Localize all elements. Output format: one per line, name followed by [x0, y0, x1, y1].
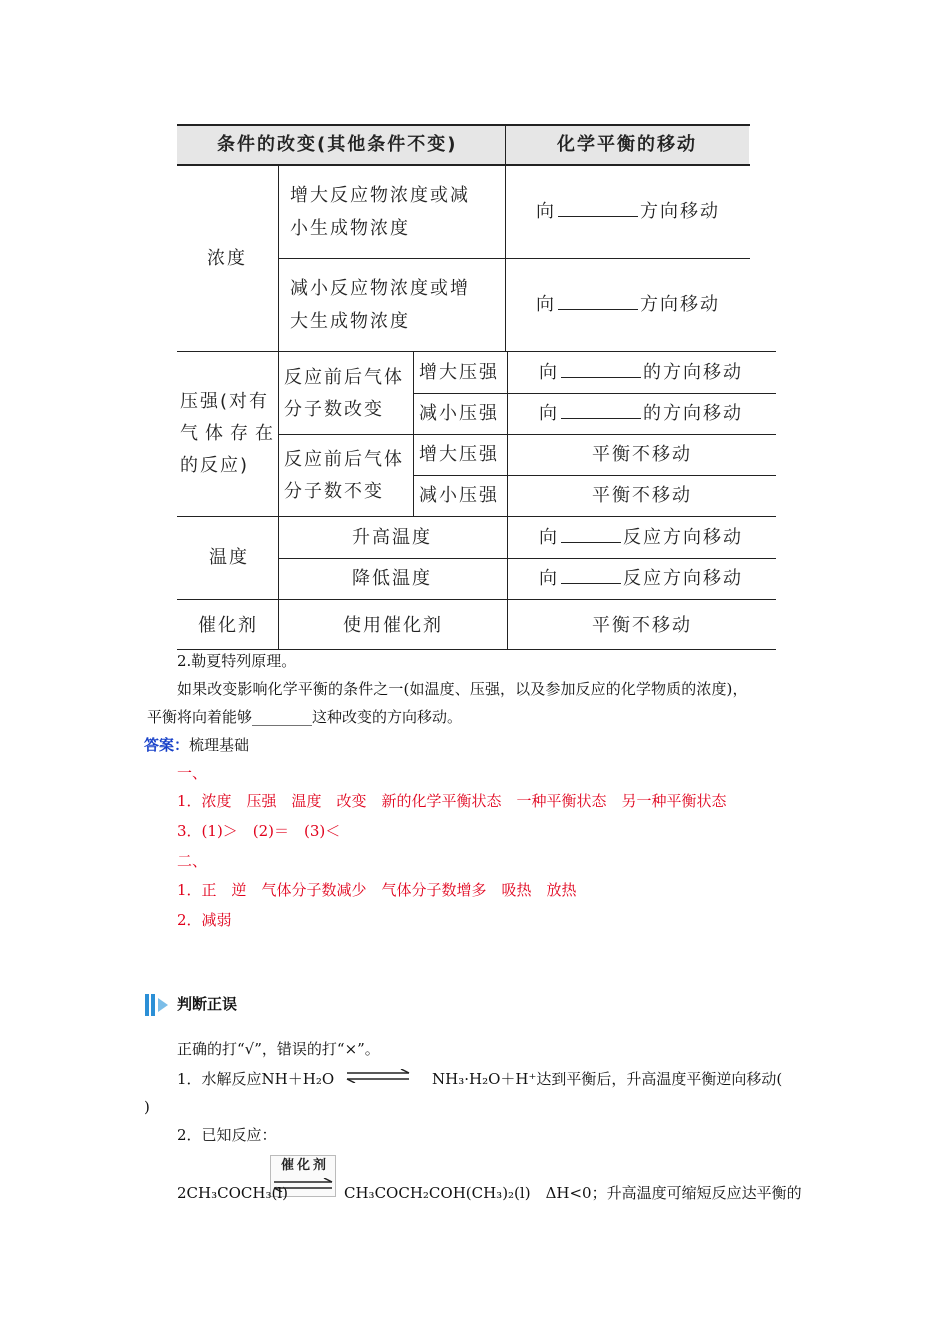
shift-suffix: 反应方向移动	[623, 568, 743, 589]
answer-part1-line1: 1．浓度 压强 温度 改变 新的化学平衡状态 一种平衡状态 另一种平衡状态	[177, 792, 727, 810]
section-title: 判断正误	[177, 995, 238, 1013]
molecule-count-change-line1: 反应前后气体	[284, 367, 404, 388]
table-header-shift: 化学平衡的移动	[557, 134, 697, 155]
shift-suffix: 反应方向移动	[623, 527, 743, 548]
shift-prefix: 向	[536, 201, 556, 222]
increase-pressure-shift	[539, 357, 743, 389]
pressure-label-line1: 压强(对有	[180, 391, 270, 412]
question-2-heading: 2．已知反应：	[177, 1126, 277, 1144]
concentration-label: 浓度	[207, 248, 247, 269]
fill-blank	[558, 198, 638, 217]
table-rule	[177, 164, 750, 166]
concentration-decrease-line1: 减小反应物浓度或增	[290, 278, 470, 299]
catalyst-arrow-label: 催化剂	[281, 1158, 330, 1173]
shift-prefix: 向	[539, 362, 559, 383]
principle-line2	[147, 706, 462, 728]
section-bar	[145, 994, 149, 1016]
decrease-pressure-shift	[539, 398, 743, 430]
question-2-reactant: 2CH₃COCH₃(l)	[177, 1184, 288, 1202]
raise-temperature-shift	[539, 522, 743, 554]
fill-blank	[561, 400, 641, 419]
answer-part1-line2: 3．(1)＞ (2)＝ (3)＜	[177, 822, 341, 840]
concentration-decrease-line2: 大生成物浓度	[290, 311, 410, 332]
fill-blank	[558, 291, 638, 310]
table-rule	[413, 352, 414, 517]
fill-blank	[561, 524, 621, 543]
shift-prefix: 向	[539, 403, 559, 424]
shift-suffix: 方向移动	[640, 201, 720, 222]
concentration-increase-line2: 小生成物浓度	[290, 218, 410, 239]
answer-part2-line1: 1．正 逆 气体分子数减少 气体分子数增多 吸热 放热	[177, 881, 577, 899]
answer-section-title: 梳理基础	[189, 736, 250, 754]
table-rule	[177, 124, 750, 126]
concentration-increase-line1: 增大反应物浓度或减	[290, 185, 470, 206]
pressure-label-line2: 气体存在	[180, 423, 280, 444]
principle-line1: 如果改变影响化学平衡的条件之一(如温度、压强，以及参加反应的化学物质的浓度)，	[177, 680, 748, 698]
principle-heading: 2.勒夏特列原理。	[177, 652, 297, 670]
table-rule	[278, 166, 279, 650]
pressure-label-line3: 的反应)	[180, 455, 250, 476]
fill-blank	[561, 359, 641, 378]
decrease-pressure-1: 减小压强	[419, 403, 499, 424]
answer-part2-line2: 2．减弱	[177, 911, 232, 929]
use-catalyst: 使用催化剂	[343, 615, 443, 636]
catalyst-label: 催化剂	[198, 615, 258, 636]
table-header-condition: 条件的改变(其他条件不变)	[217, 134, 458, 155]
equilibrium-arrow-icon	[345, 1069, 411, 1083]
decrease-pressure-2: 减小压强	[419, 485, 499, 506]
answer-title	[144, 734, 249, 756]
table-rule	[505, 166, 506, 352]
table-rule	[177, 351, 776, 352]
table-rule	[278, 558, 776, 559]
catalyst-no-shift: 平衡不移动	[592, 615, 692, 636]
table-rule	[507, 352, 508, 650]
table-rule	[177, 516, 776, 517]
principle-text: 这种改变的方向移动。	[312, 708, 463, 726]
concentration-decrease-shift	[536, 289, 720, 321]
fill-blank: ________	[252, 708, 313, 726]
question-1-lead: 1．水解反应NH＋H₂O	[177, 1070, 335, 1088]
section-bar	[151, 994, 155, 1016]
lower-temperature-shift	[539, 563, 743, 595]
judge-intro: 正确的打“√”，错误的打“×”。	[177, 1040, 380, 1058]
question-1-rest: NH₃·H₂O＋H⁺达到平衡后，升高温度平衡逆向移动(	[432, 1070, 783, 1088]
triangle-icon	[158, 998, 170, 1012]
no-shift-increase: 平衡不移动	[592, 444, 692, 465]
shift-suffix: 的方向移动	[643, 362, 743, 383]
table-rule	[413, 475, 776, 476]
principle-text: 平衡将向着能够	[147, 708, 253, 726]
table-rule	[177, 599, 776, 600]
increase-pressure-2: 增大压强	[419, 444, 499, 465]
molecule-count-same-line1: 反应前后气体	[284, 449, 404, 470]
lower-temperature: 降低温度	[352, 568, 432, 589]
molecule-count-same-line2: 分子数不变	[284, 481, 384, 502]
fill-blank	[561, 565, 621, 584]
table-rule	[278, 434, 776, 435]
shift-suffix: 的方向移动	[643, 403, 743, 424]
answer-part2-label: 二、	[177, 852, 208, 870]
shift-suffix: 方向移动	[640, 294, 720, 315]
table-rule	[505, 124, 506, 166]
raise-temperature: 升高温度	[352, 527, 432, 548]
temperature-label: 温度	[209, 547, 249, 568]
shift-prefix: 向	[539, 568, 559, 589]
no-shift-decrease: 平衡不移动	[592, 485, 692, 506]
concentration-increase-shift	[536, 196, 720, 228]
molecule-count-change-line2: 分子数改变	[284, 399, 384, 420]
table-rule	[278, 258, 750, 259]
shift-prefix: 向	[536, 294, 556, 315]
table-rule	[413, 393, 776, 394]
question-2-product: CH₃COCH₂COH(CH₃)₂(l) ΔH<0；升高温度可缩短反应达平衡的	[344, 1184, 802, 1202]
increase-pressure-1: 增大压强	[419, 362, 499, 383]
shift-prefix: 向	[539, 527, 559, 548]
answer-label: 答案：	[144, 736, 190, 754]
question-1-tail: )	[144, 1098, 150, 1116]
answer-part1-label: 一、	[177, 764, 208, 782]
